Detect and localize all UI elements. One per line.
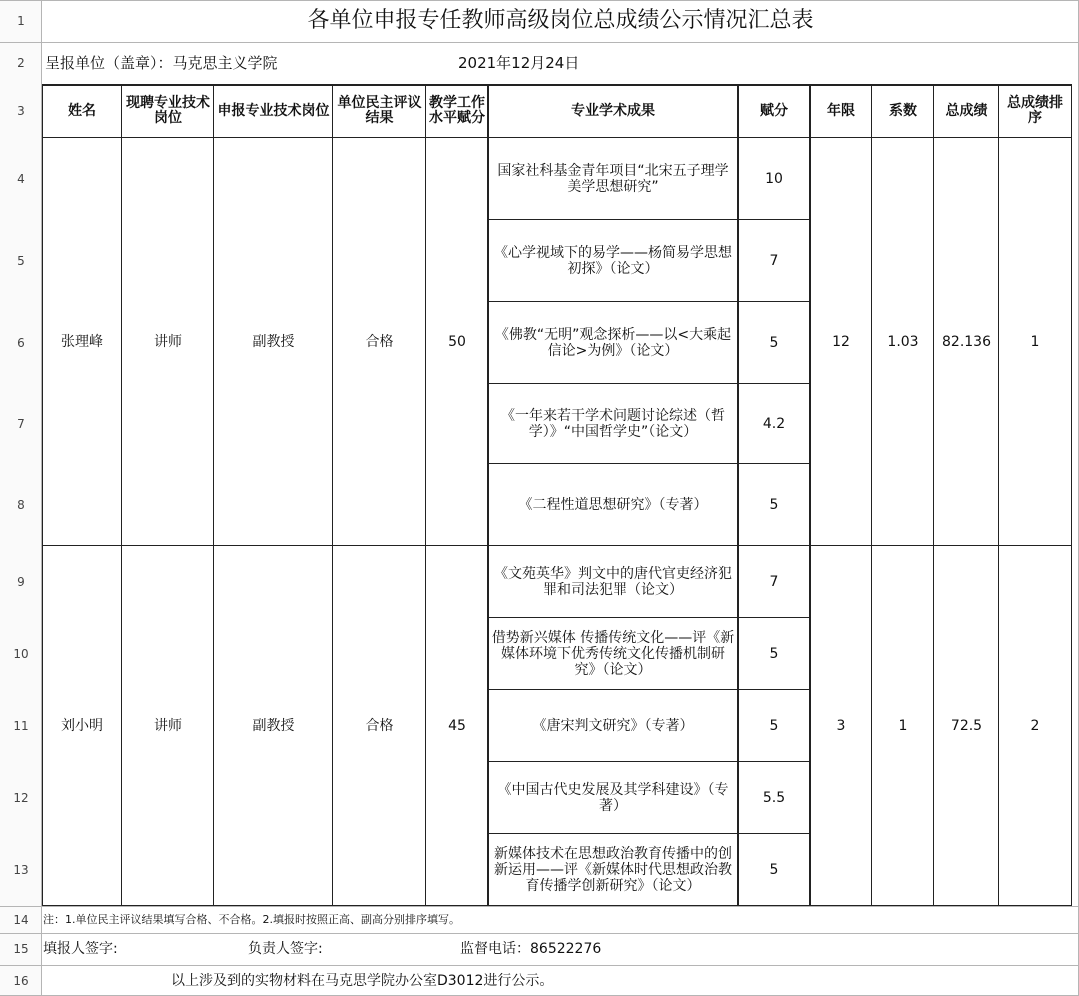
row-number: 14: [0, 906, 42, 933]
achievement-score: 5: [769, 862, 779, 878]
submit-unit: 呈报单位（盖章）：马克思主义学院: [45, 54, 278, 72]
grid-line: [0, 933, 1079, 934]
header-coefficient: 系数: [889, 102, 917, 119]
achievement-score: 7: [769, 574, 779, 590]
grid-line: [0, 906, 1079, 907]
table-border: [871, 84, 872, 906]
row-number: 15: [0, 933, 42, 965]
header-name: 姓名: [68, 102, 96, 119]
person-name: 刘小明: [61, 718, 103, 734]
achievement-title: 新媒体技术在思想政治教育传播中的创新运用——评《新媒体时代思想政治教育传播学创新研究》（论文）: [494, 846, 732, 894]
person-current-post: 讲师: [154, 334, 182, 350]
header-teaching-score: 教学工作水平赋分: [429, 95, 485, 126]
note-text: 注：1.单位民主评议结果填写合格、不合格。2.填报时按照正高、副高分别排序填写。: [43, 912, 460, 926]
notice-text: 以上涉及到的实物材料在马克思学院办公室D3012进行公示。: [171, 972, 554, 989]
table-border: [488, 463, 810, 464]
header-current-post: 现聘专业技术岗位: [126, 95, 210, 126]
achievement-title: 国家社科基金青年项目“北宋五子理学美学思想研究”: [497, 163, 729, 195]
person-evaluation: 合格: [365, 334, 394, 350]
row-number: 13: [0, 834, 42, 906]
table-border: [488, 761, 810, 762]
grid-line: [0, 42, 1079, 43]
header-achievements: 专业学术成果: [571, 102, 655, 119]
achievement-score: 5: [769, 497, 779, 513]
person-total: 72.5: [950, 718, 983, 734]
header-total: 总成绩: [945, 102, 988, 119]
person-teaching-score: 50: [448, 334, 466, 350]
person-rank: 2: [1030, 718, 1040, 734]
row-number: 2: [0, 42, 42, 84]
row-number: 16: [0, 965, 42, 996]
table-border: [121, 84, 122, 906]
header-years: 年限: [827, 102, 855, 119]
table-border: [42, 905, 1072, 906]
table-border: [737, 84, 739, 906]
row-number: 1: [0, 0, 42, 42]
row-number: 7: [0, 384, 42, 464]
person-evaluation: 合格: [365, 718, 394, 734]
supervision-phone: 监督电话：86522276: [460, 941, 602, 957]
table-border: [213, 84, 214, 906]
row-number: 11: [0, 690, 42, 762]
header-evaluation: 单位民主评议结果: [337, 95, 422, 126]
achievement-score: 5: [769, 335, 779, 351]
achievement-score: 4.2: [762, 416, 786, 432]
row-number: 8: [0, 464, 42, 546]
achievement-title: 《唐宋判文研究》（专著）: [532, 718, 694, 734]
sheet-title: 各单位申报专任教师高级岗位总成绩公示情况汇总表: [307, 8, 814, 33]
achievement-score: 5.5: [762, 790, 786, 806]
person-coefficient: 1.03: [887, 334, 919, 350]
row-number: 10: [0, 618, 42, 690]
report-date: 2021年12月24日: [458, 54, 580, 72]
achievement-title: 《一年来若干学术问题讨论综述（哲学）》“中国哲学史”（论文）: [501, 408, 725, 440]
table-border: [1071, 84, 1072, 906]
row-number: 9: [0, 546, 42, 618]
person-name: 张理峰: [61, 334, 103, 350]
header-apply-post: 申报专业技术岗位: [217, 102, 330, 119]
table-border: [998, 84, 999, 906]
table-border: [487, 84, 489, 906]
grid-line: [0, 0, 1079, 1]
table-border: [488, 833, 810, 834]
table-border: [488, 689, 810, 690]
table-border: [42, 137, 1072, 138]
table-border: [488, 219, 810, 220]
person-apply-post: 副教授: [252, 718, 295, 734]
person-rank: 1: [1030, 334, 1040, 350]
achievement-title: 《文苑英华》判文中的唐代官吏经济犯罪和司法犯罪（论文）: [494, 566, 732, 598]
achievement-title: 《心学视域下的易学——杨简易学思想初探》（论文）: [494, 245, 732, 277]
row-number: 6: [0, 302, 42, 384]
table-border: [332, 84, 333, 906]
person-apply-post: 副教授: [252, 334, 295, 350]
achievement-score: 10: [765, 171, 783, 187]
person-current-post: 讲师: [154, 718, 182, 734]
header-score: 赋分: [760, 102, 788, 119]
row-number: 12: [0, 762, 42, 834]
table-border: [42, 545, 1072, 546]
table-border: [488, 301, 810, 302]
achievement-score: 5: [769, 646, 779, 662]
achievement-title: 《佛教“无明”观念探析——以<大乘起信论>为例》（论文）: [494, 327, 732, 359]
responsible-signature: 负责人签字:: [248, 941, 323, 957]
achievement-score: 5: [769, 718, 779, 734]
grid-line: [0, 965, 1079, 966]
person-teaching-score: 45: [448, 718, 466, 734]
table-border: [42, 84, 43, 906]
table-border: [488, 383, 810, 384]
achievement-title: 《中国古代史发展及其学科建设》（专著）: [497, 782, 729, 814]
achievement-score: 7: [769, 253, 779, 269]
table-border: [933, 84, 934, 906]
person-coefficient: 1: [898, 718, 908, 734]
table-border: [42, 84, 1072, 86]
table-border: [809, 84, 811, 906]
person-years: 12: [832, 334, 850, 350]
row-number: 3: [0, 84, 42, 138]
header-rank: 总成绩排序: [1007, 95, 1063, 126]
table-border: [425, 84, 426, 906]
row-number: 5: [0, 220, 42, 302]
filler-signature: 填报人签字:: [43, 941, 118, 957]
row-number: 4: [0, 138, 42, 220]
table-border: [488, 617, 810, 618]
person-years: 3: [836, 718, 846, 734]
achievement-title: 《二程性道思想研究》（专著）: [518, 497, 708, 513]
achievement-title: 借势新兴媒体 传播传统文化——评《新媒体环境下优秀传统文化传播机制研究》（论文）: [491, 630, 735, 678]
person-total: 82.136: [942, 334, 991, 350]
